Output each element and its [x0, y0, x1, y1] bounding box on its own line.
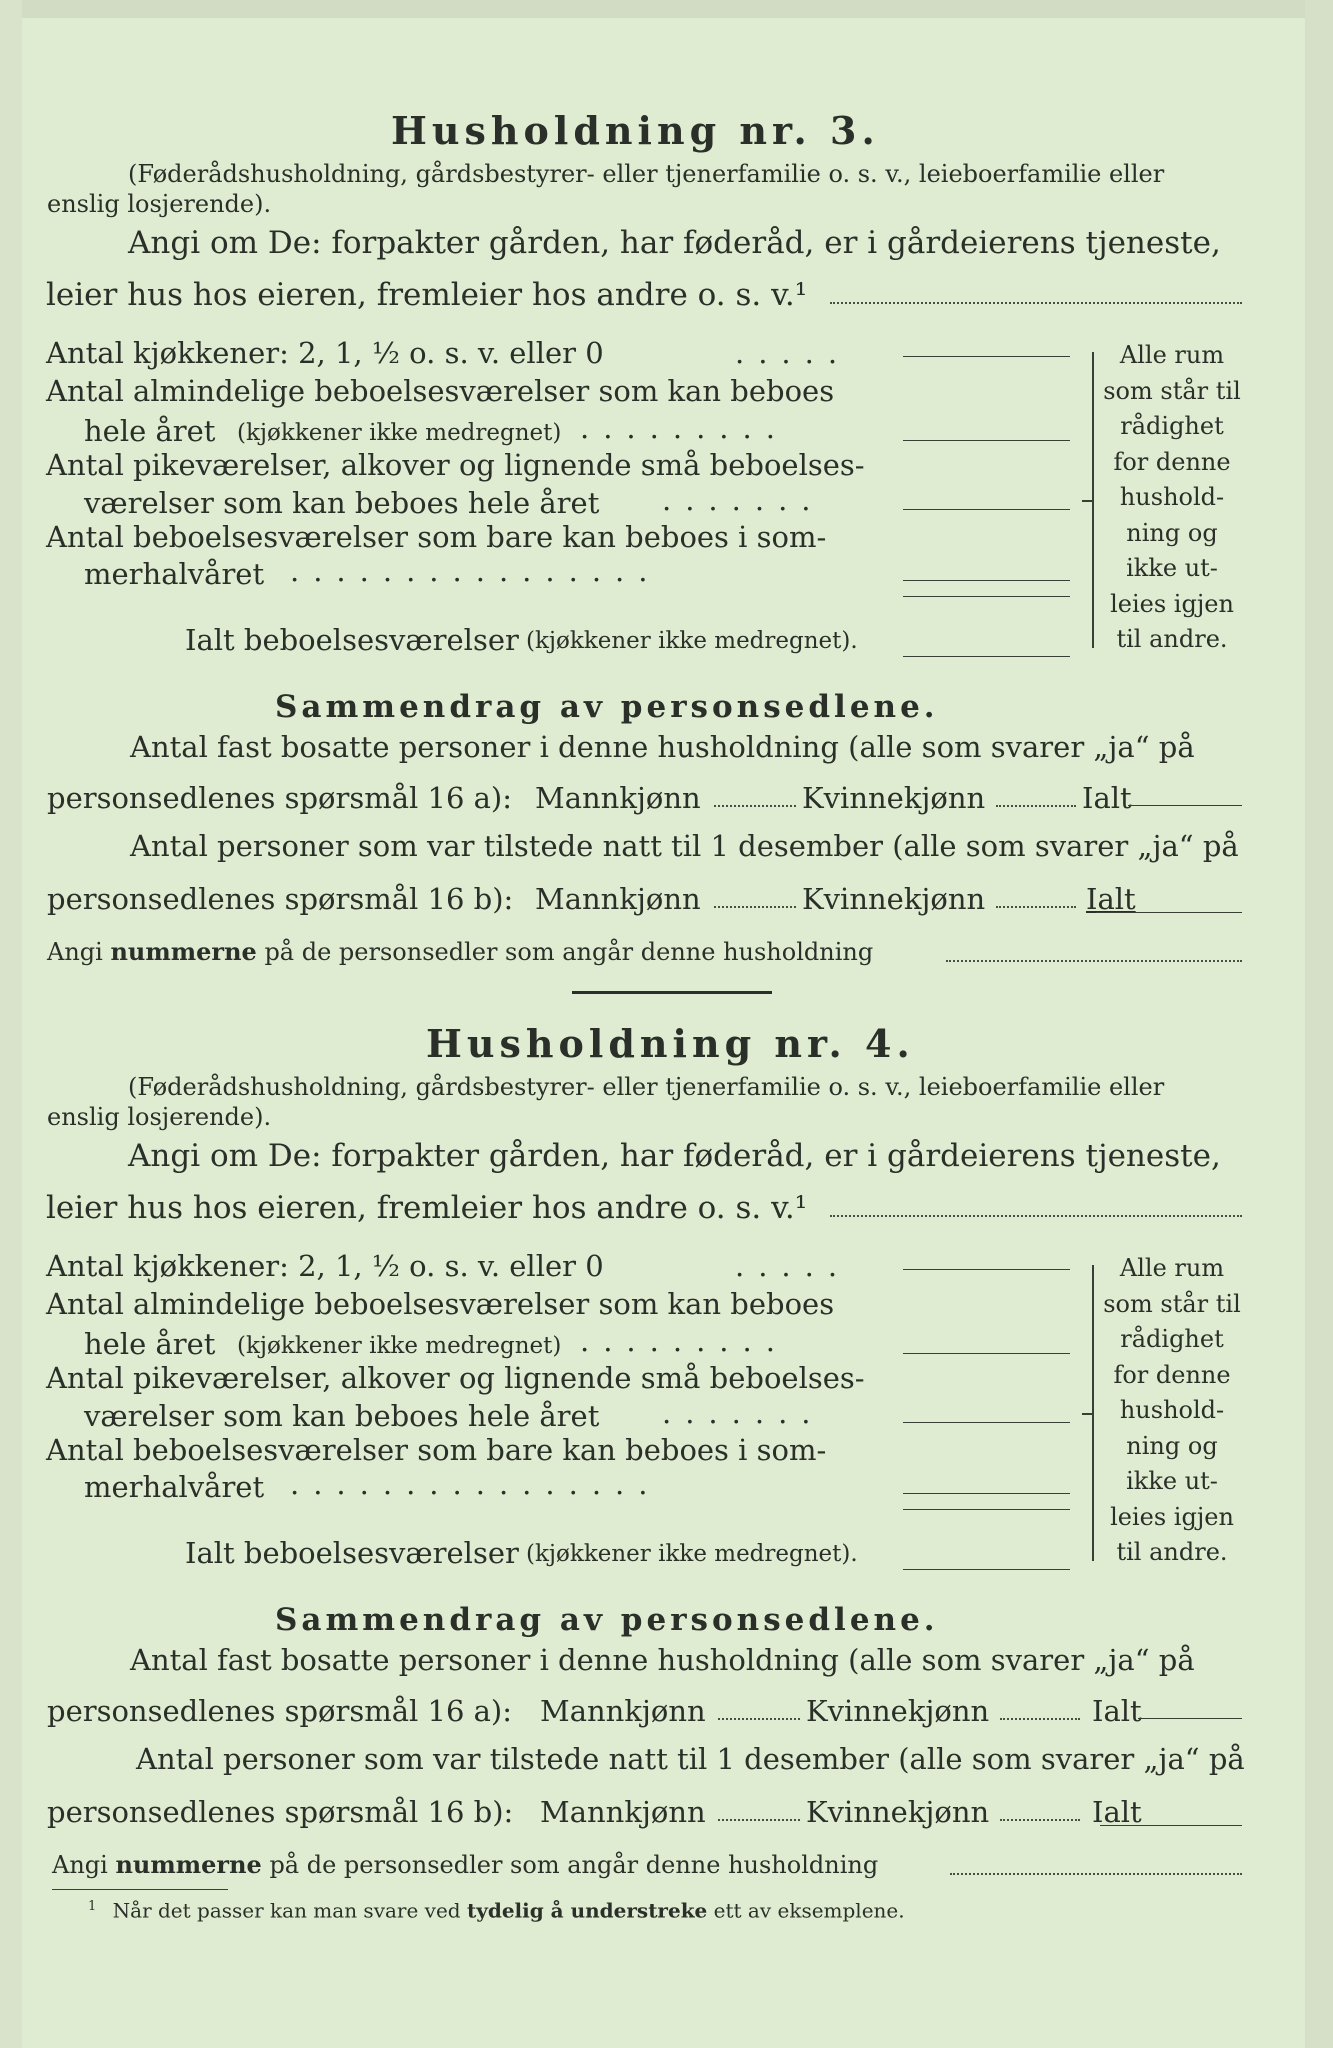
- angi-answer-line[interactable]: [830, 1215, 1242, 1217]
- kvinne-label: Kvinnekjønn: [802, 781, 986, 815]
- side-note-line: til andre.: [1116, 625, 1228, 653]
- leader-dots: .....: [735, 336, 852, 370]
- ialt-sum-answer-line[interactable]: [1128, 805, 1242, 806]
- angi-question: Angi om De: forpakter gården, har føderåd, er i gårdeierens tjeneste,: [128, 225, 1221, 261]
- sommer-answer-line[interactable]: [903, 1493, 1070, 1494]
- alm-answer-line[interactable]: [903, 1353, 1070, 1354]
- sommer-answer-line[interactable]: [903, 580, 1070, 581]
- household-title: Husholdning nr. 3.: [391, 108, 880, 153]
- kvinne-answer-line[interactable]: [996, 805, 1076, 807]
- summary-title: Sammendrag av personsedlene.: [275, 1602, 939, 1638]
- nummer-bold: nummerne: [115, 1850, 262, 1879]
- angi-answer-line[interactable]: [830, 302, 1242, 304]
- kvinne-answer-line[interactable]: [1000, 1718, 1080, 1720]
- ialt-sum-answer-line[interactable]: [1100, 1825, 1242, 1826]
- mann-label: Mannkjønn: [540, 1795, 706, 1829]
- footnote-marker: 1: [88, 1899, 97, 1914]
- mann-label: Mannkjønn: [540, 1694, 706, 1728]
- side-note-line: for denne: [1113, 1360, 1231, 1389]
- pike-label: Antal pikeværelser, alkover og lignende små beboelses-: [46, 448, 865, 482]
- nummer-answer-line[interactable]: [950, 1873, 1242, 1875]
- side-note-line: til andre.: [1116, 1538, 1228, 1566]
- alm-note: (kjøkkener ikke medregnet): [237, 420, 562, 446]
- leader-dots: ................: [290, 1467, 662, 1501]
- alm-answer-line[interactable]: [903, 440, 1070, 441]
- side-note-line: som står til: [1103, 376, 1241, 405]
- mann-answer-line[interactable]: [714, 906, 796, 908]
- side-note-line: ning og: [1126, 1431, 1218, 1460]
- kjokkener-label: Antal kjøkkener: 2, 1, ½ o. s. v. eller 0: [46, 1249, 604, 1283]
- natt-question-cont: personsedlenes spørsmål 16 b):: [47, 1795, 514, 1829]
- natt-question: Antal personer som var tilstede natt til 1 desember (alle som svarer „ja“ på: [130, 829, 1239, 863]
- ialt-answer-line[interactable]: [903, 656, 1070, 657]
- nummer-pre: Angi: [52, 1851, 108, 1879]
- leader-dots: .........: [580, 1324, 789, 1358]
- side-note-line: hushold-: [1119, 483, 1225, 511]
- ialt-sum-answer-line[interactable]: [1138, 1718, 1242, 1719]
- fast-question-cont: personsedlenes spørsmål 16 a):: [47, 1694, 513, 1728]
- household-intro: (Føderådshusholdning, gårdsbestyrer- eller tjenerfamilie o. s. v., leieboerfamilie eller: [128, 1073, 1165, 1101]
- leader-dots: .......: [662, 1396, 825, 1430]
- ialt-sum-label: Ialt: [1092, 1795, 1142, 1829]
- nummer-pre: Angi: [47, 938, 103, 966]
- natt-question-cont: personsedlenes spørsmål 16 b):: [47, 882, 514, 916]
- nummer-bold: nummerne: [110, 937, 257, 966]
- side-note-line: ning og: [1126, 518, 1218, 547]
- side-note-line: leies igjen: [1110, 589, 1234, 618]
- kvinne-answer-line[interactable]: [1000, 1819, 1080, 1821]
- household-section: [0, 0, 1333, 966]
- ialt-label: Ialt beboelsesværelser: [185, 623, 519, 657]
- mann-answer-line[interactable]: [718, 1718, 800, 1720]
- mann-label: Mannkjønn: [535, 882, 701, 916]
- sum-rule: [903, 1509, 1070, 1510]
- alm-label-cont: hele året: [84, 1327, 216, 1361]
- ialt-label: Ialt beboelsesværelser: [185, 1536, 519, 1570]
- side-note-line: rådighet: [1120, 412, 1224, 440]
- pike-answer-line[interactable]: [903, 1422, 1070, 1423]
- side-note-line: hushold-: [1119, 1396, 1225, 1424]
- footnote-post: ett av eksemplene.: [713, 1898, 905, 1923]
- leader-dots: ................: [290, 554, 662, 588]
- alm-label-cont: hele året: [84, 414, 216, 448]
- brace-tip: [1082, 1413, 1092, 1415]
- sommer-label: Antal beboelsesværelser som bare kan beboes i som-: [46, 1433, 827, 1467]
- footnote-pre: Når det passer kan man svare ved: [112, 1898, 461, 1923]
- household-intro: (Føderådshusholdning, gårdsbestyrer- eller tjenerfamilie o. s. v., leieboerfamilie eller: [128, 160, 1165, 188]
- mann-answer-line[interactable]: [718, 1819, 800, 1821]
- side-note-line: Alle rum: [1119, 341, 1225, 369]
- ialt-answer-line[interactable]: [903, 1569, 1070, 1570]
- side-note-line: Alle rum: [1119, 1254, 1225, 1282]
- footnote-rule: [52, 1889, 228, 1890]
- brace: [1092, 1265, 1094, 1561]
- side-note-line: leies igjen: [1110, 1502, 1234, 1531]
- brace: [1092, 352, 1094, 648]
- fast-question: Antal fast bosatte personer i denne husholdning (alle som svarer „ja“ på: [130, 730, 1195, 764]
- sommer-label-cont: merhalvåret: [84, 1470, 265, 1504]
- leader-dots: .........: [580, 411, 789, 445]
- kvinne-label: Kvinnekjønn: [802, 882, 986, 916]
- pike-answer-line[interactable]: [903, 509, 1070, 510]
- pike-label-cont: værelser som kan beboes hele året: [84, 1399, 600, 1433]
- ialt-sum-label: Ialt: [1092, 1694, 1142, 1728]
- summary-title: Sammendrag av personsedlene.: [275, 689, 939, 725]
- fast-question: Antal fast bosatte personer i denne husholdning (alle som svarer „ja“ på: [130, 1643, 1195, 1677]
- household-title: Husholdning nr. 4.: [426, 1021, 915, 1066]
- mann-label: Mannkjønn: [535, 781, 701, 815]
- alm-note: (kjøkkener ikke medregnet): [237, 1333, 562, 1359]
- footnote: [88, 1898, 905, 1923]
- alm-label: Antal almindelige beboelsesværelser som kan beboes: [46, 374, 835, 408]
- kvinne-label: Kvinnekjønn: [806, 1694, 990, 1728]
- sum-rule: [903, 596, 1070, 597]
- kvinne-label: Kvinnekjønn: [806, 1795, 990, 1829]
- ialt-note: (kjøkkener ikke medregnet).: [526, 1541, 858, 1567]
- alm-label: Antal almindelige beboelsesværelser som kan beboes: [46, 1287, 835, 1321]
- ialt-sum-label: Ialt: [1086, 882, 1136, 916]
- angi-question-cont: leier hus hos eieren, fremleier hos andre o. s. v.¹: [46, 1190, 808, 1226]
- side-note-line: rådighet: [1120, 1325, 1224, 1353]
- kjokkener-answer-line[interactable]: [903, 1269, 1070, 1270]
- side-note-line: ikke ut-: [1126, 1467, 1218, 1495]
- natt-question: Antal personer som var tilstede natt til 1 desember (alle som svarer „ja“ på: [136, 1742, 1245, 1776]
- pike-label-cont: værelser som kan beboes hele året: [84, 486, 600, 520]
- mann-answer-line[interactable]: [714, 805, 796, 807]
- sommer-label-cont: merhalvåret: [84, 557, 265, 591]
- nummer-post: på de personsedler som angår denne husholdning: [264, 938, 874, 966]
- side-note: [1102, 338, 1242, 658]
- brace-tip: [1082, 500, 1092, 502]
- side-note-line: for denne: [1113, 447, 1231, 476]
- nummer-post: på de personsedler som angår denne husholdning: [269, 1851, 879, 1879]
- kjokkener-answer-line[interactable]: [903, 356, 1070, 357]
- side-note: [1102, 1251, 1242, 1571]
- side-note-line: ikke ut-: [1126, 554, 1218, 582]
- sommer-label: Antal beboelsesværelser som bare kan beboes i som-: [46, 520, 827, 554]
- household-intro-cont: enslig losjerende).: [47, 190, 272, 218]
- kjokkener-label: Antal kjøkkener: 2, 1, ½ o. s. v. eller 0: [46, 336, 604, 370]
- kvinne-answer-line[interactable]: [996, 906, 1076, 908]
- angi-question-cont: leier hus hos eieren, fremleier hos andre o. s. v.¹: [46, 277, 808, 313]
- leader-dots: .....: [735, 1249, 852, 1283]
- leader-dots: .......: [662, 483, 825, 517]
- angi-question: Angi om De: forpakter gården, har føderåd, er i gårdeierens tjeneste,: [128, 1138, 1221, 1174]
- household-intro-cont: enslig losjerende).: [47, 1103, 272, 1131]
- side-note-line: som står til: [1103, 1289, 1241, 1318]
- ialt-note: (kjøkkener ikke medregnet).: [526, 628, 858, 654]
- household-section: [0, 913, 1333, 1879]
- fast-question-cont: personsedlenes spørsmål 16 a):: [47, 781, 513, 815]
- nummer-line: [52, 1850, 879, 1879]
- pike-label: Antal pikeværelser, alkover og lignende små beboelses-: [46, 1361, 865, 1395]
- ialt-sum-label: Ialt: [1082, 781, 1132, 815]
- footnote-bold: tydelig å understreke: [466, 1898, 708, 1923]
